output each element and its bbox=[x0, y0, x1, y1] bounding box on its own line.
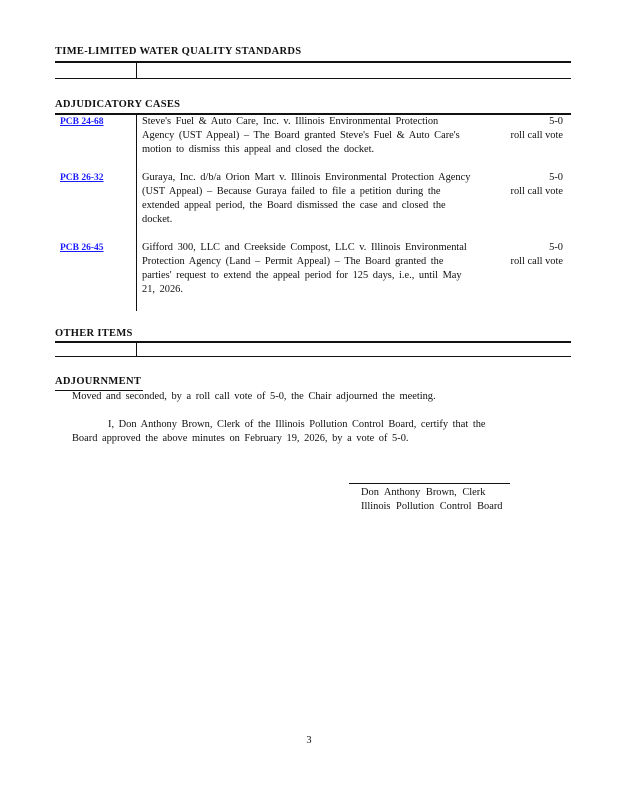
page-number: 3 bbox=[306, 735, 312, 746]
signature-line bbox=[349, 483, 510, 484]
case-vote-count: 5-0 bbox=[549, 172, 563, 183]
case-number-link[interactable]: PCB 26-32 bbox=[60, 173, 104, 183]
section-divider-top bbox=[55, 341, 571, 343]
section-heading-other-items: OTHER ITEMS bbox=[55, 328, 133, 339]
case-description: Gifford 300, LLC and Creekside Compost, LLC v. Illinois Environmental Protection Agency (Land – Permit Appeal) – The Board granted the parties' request to extend the appeal period for 125 days, i.e., until May 21, 2026. bbox=[142, 242, 467, 295]
section-heading-adjudicatory: ADJUDICATORY CASES bbox=[55, 99, 181, 110]
table-column-divider bbox=[136, 114, 137, 311]
case-vote-type: roll call vote bbox=[510, 130, 563, 141]
section-divider-top bbox=[55, 61, 571, 63]
table-column-divider bbox=[136, 342, 137, 356]
section-heading-adjournment: ADJOURNMENT bbox=[55, 375, 143, 391]
case-description: Guraya, Inc. d/b/a Orion Mart v. Illinois Environmental Protection Agency (UST Appeal) – Because Guraya failed to file a petition during the extended appeal period, the Board dismissed the case and closed the docket. bbox=[142, 172, 471, 225]
certification-text: I, Don Anthony Brown, Clerk of the Illinois Pollution Control Board, certify that the Board approved the above minutes on February 19, 2026, by a vote of 5-0. bbox=[72, 419, 486, 444]
section-divider-bottom bbox=[55, 78, 571, 79]
table-column-divider bbox=[136, 62, 137, 78]
section-heading-time-limited-wqs: TIME-LIMITED WATER QUALITY STANDARDS bbox=[55, 46, 302, 57]
signature-name: Don Anthony Brown, Clerk bbox=[361, 487, 486, 498]
case-vote-type: roll call vote bbox=[510, 186, 563, 197]
case-vote-count: 5-0 bbox=[549, 242, 563, 253]
case-vote-type: roll call vote bbox=[510, 256, 563, 267]
case-vote-count: 5-0 bbox=[549, 116, 563, 127]
section-divider-bottom bbox=[55, 356, 571, 357]
case-number-link[interactable]: PCB 24-68 bbox=[60, 117, 104, 127]
case-number-link[interactable]: PCB 26-45 bbox=[60, 243, 104, 253]
adjournment-text: Moved and seconded, by a roll call vote of 5-0, the Chair adjourned the meeting. bbox=[72, 391, 436, 402]
case-description: Steve's Fuel & Auto Care, Inc. v. Illinois Environmental Protection Agency (UST Appeal) – The Board granted Steve's Fuel & Auto Care's motion to dismiss this appeal and closed the docket. bbox=[142, 116, 460, 155]
signature-org: Illinois Pollution Control Board bbox=[361, 501, 503, 512]
